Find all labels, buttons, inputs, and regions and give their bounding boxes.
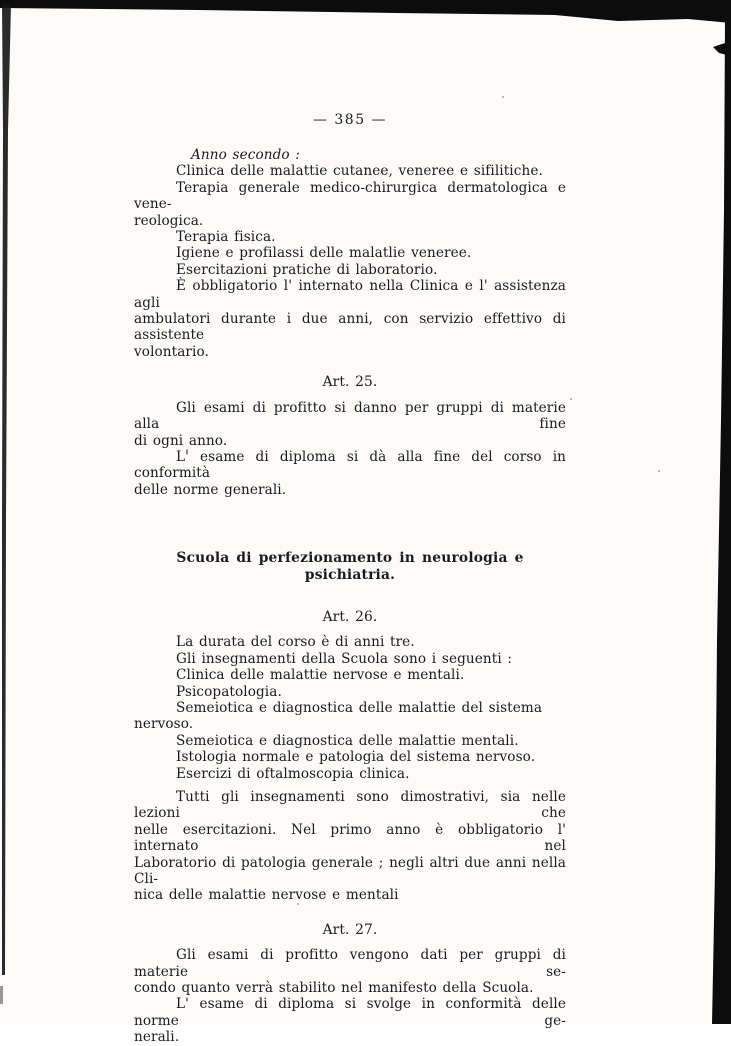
- school-section-heading: Scuola di perfezionamento in neurologia e psichiatria.: [176, 550, 524, 583]
- paragraph-line: volontario.: [134, 343, 209, 360]
- paragraph-line: nica delle malattie nervose e mentali: [134, 887, 399, 904]
- course-line: Esercitazioni pratiche di laboratorio.: [176, 261, 438, 278]
- year-heading-anno-secondo: Anno secondo :: [191, 147, 300, 163]
- course-line: Terapia generale medico-chirurgica dermatologica e vene-: [134, 179, 566, 213]
- bottom-left-mark: [0, 986, 3, 1004]
- paragraph-line: Gli esami di profitto si danno per gruppi di materie alla fine: [134, 399, 566, 433]
- course-line: Terapia fisica.: [176, 229, 276, 246]
- course-line: Esercizi di oftalmoscopia clinica.: [176, 765, 410, 782]
- scan-speckle: [658, 470, 660, 472]
- paragraph-line: nelle esercitazioni. Nel primo anno è obbligatorio l' internato nel: [134, 821, 566, 855]
- course-line-continuation: reologica.: [134, 212, 204, 229]
- paragraph-line: delle norme generali.: [134, 481, 287, 498]
- paragraph-line: Tutti gli insegnamenti sono dimostrativi, sia nelle lezioni che: [134, 789, 566, 822]
- paragraph-line: Gli esami di profitto vengono dati per gruppi di materie se-: [134, 947, 566, 980]
- course-line: Igiene e profilassi delle malatlie veneree.: [176, 245, 472, 262]
- paragraph-line: ambulatori durante i due anni, con servizio effettivo di assistente: [134, 311, 566, 344]
- paragraph-line: di ogni anno.: [134, 432, 228, 449]
- scan-speckle: [570, 398, 572, 400]
- course-line: Clinica delle malattie cutanee, veneree e sifilitiche.: [176, 163, 543, 180]
- text-column: [134, 112, 566, 1046]
- paragraph-line: L' esame di diploma si dà alla fine del corso in conformità: [134, 448, 566, 482]
- course-line: Semeiotica e diagnostica delle malattie mentali.: [176, 732, 519, 749]
- right-edge-shadow: [712, 20, 731, 1024]
- scan-speckle: [502, 96, 504, 98]
- course-line: Psicopatologia.: [176, 683, 282, 700]
- course-line: Istologia normale e patologia del sistema nervoso.: [176, 749, 536, 766]
- paragraph-line: nerali.: [134, 1029, 180, 1046]
- paragraph-line: Gli insegnamenti della Scuola sono i seguenti :: [176, 650, 513, 667]
- page-number: — 385 —: [312, 112, 388, 128]
- top-edge-shadow: [0, 0, 731, 23]
- paragraph-line: È obbligatorio l' internato nella Clinica e l' assistenza agli: [134, 278, 566, 311]
- paragraph-line: Laboratorio di patologia generale ; negli altri due anni nella Cli-: [134, 854, 566, 888]
- article-27-heading: Art. 27.: [322, 921, 378, 938]
- course-line: Clinica delle malattie nervose e mentali.: [176, 667, 465, 684]
- corner-fold-mark: [713, 41, 731, 56]
- left-edge-line: [2, 3, 11, 975]
- article-25-heading: Art. 25.: [322, 374, 378, 391]
- course-line: Semeiotica e diagnostica delle malattie del sistema nervoso.: [134, 699, 543, 733]
- paragraph-line: condo quanto verrà stabilito nel manifesto della Scuola.: [134, 980, 534, 997]
- paragraph-line: L' esame di diploma si svolge in conformità delle norme ge-: [134, 996, 566, 1029]
- paragraph-line: La durata del corso è di anni tre.: [176, 634, 415, 651]
- article-26-heading: Art. 26.: [322, 608, 378, 625]
